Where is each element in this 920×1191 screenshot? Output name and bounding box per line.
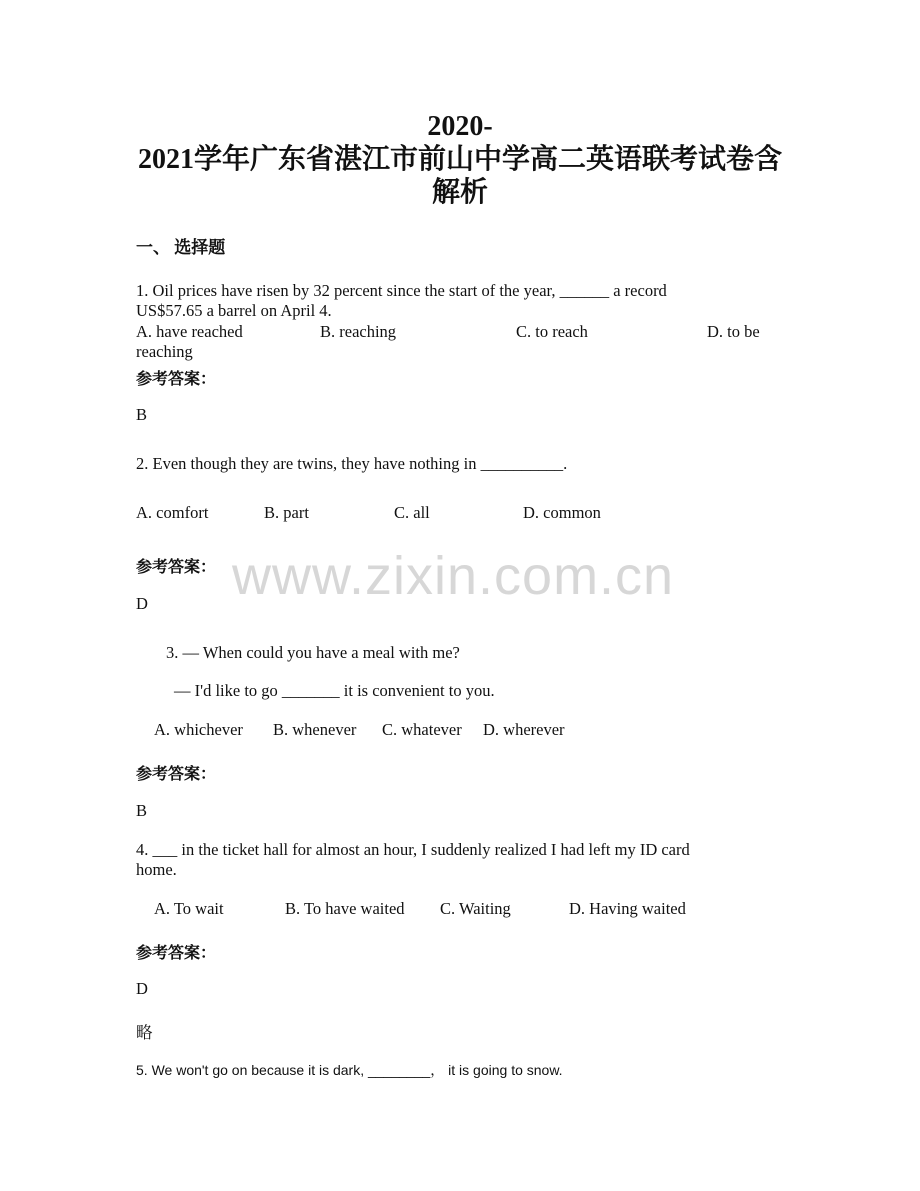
q2-option-d: D. common xyxy=(523,503,601,522)
q2-stem: 2. Even though they are twins, they have nothing in __________. xyxy=(136,454,568,473)
q3-stem-line2: — I'd like to go _______ it is convenient to you. xyxy=(174,681,495,700)
q3-answer: B xyxy=(136,801,148,820)
q1-option-b: B. reaching xyxy=(320,322,397,341)
q2-option-b: B. part xyxy=(264,503,309,522)
q4-answer: D xyxy=(136,979,148,998)
q3-answer-label: 参考答案： xyxy=(136,766,217,783)
q3-stem-line1: 3. — When could you have a meal with me? xyxy=(166,643,460,662)
title-line-3: 解析 xyxy=(431,177,488,208)
q4-option-d: D. Having waited xyxy=(569,899,686,918)
q4-option-b: B. To have waited xyxy=(285,899,405,918)
section-heading: 一、 选择题 xyxy=(136,238,226,257)
q4-answer-label: 参考答案： xyxy=(136,945,217,962)
q2-option-a: A. comfort xyxy=(136,503,209,522)
q3-option-b: B. whenever xyxy=(273,720,357,739)
q1-option-c: C. to reach xyxy=(516,322,588,341)
q2-answer-label: 参考答案： xyxy=(136,559,217,576)
q1-answer-label: 参考答案： xyxy=(136,371,217,388)
q1-stem-line2: US$57.65 a barrel on April 4. xyxy=(136,301,332,320)
q1-answer: B xyxy=(136,405,148,424)
q1-option-d-cont: reaching xyxy=(136,342,193,361)
q3-option-c: C. whatever xyxy=(382,720,462,739)
title-line-2: 2021学年广东省湛江市前山中学高二英语联考试卷含 xyxy=(137,144,782,175)
q1-option-a: A. have reached xyxy=(136,322,243,341)
watermark-text: www.zixin.com.cn xyxy=(232,546,675,606)
q3-option-a: A. whichever xyxy=(154,720,243,739)
q1-option-d: D. to be xyxy=(707,322,760,341)
q4-stem-line1: 4. ___ in the ticket hall for almost an hour, I suddenly realized I had left my ID card xyxy=(136,840,690,859)
q1-stem-line1: 1. Oil prices have risen by 32 percent since the start of the year, ______ a record xyxy=(136,281,667,300)
q5-stem: 5. We won't go on because it is dark, ________， it is going to snow. xyxy=(136,1062,563,1078)
q4-note: 略 xyxy=(136,1023,153,1042)
q4-option-c: C. Waiting xyxy=(440,899,511,918)
q3-option-d: D. wherever xyxy=(483,720,565,739)
q2-option-c: C. all xyxy=(394,503,430,522)
q4-stem-line2: home. xyxy=(136,860,177,879)
title-line-1: 2020- xyxy=(427,111,493,142)
q2-answer: D xyxy=(136,594,148,613)
q4-option-a: A. To wait xyxy=(154,899,224,918)
